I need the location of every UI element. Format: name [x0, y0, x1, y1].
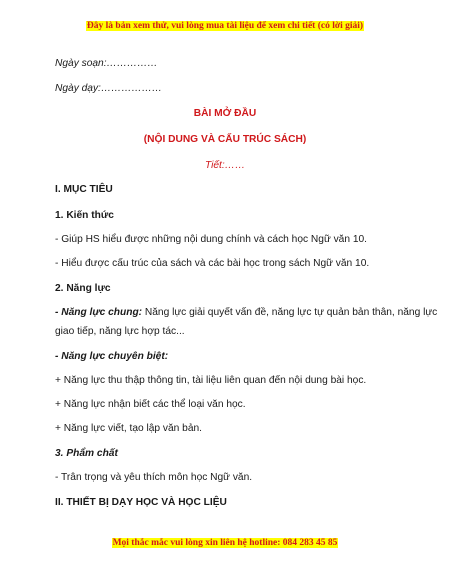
hotline-footer-text: Mọi thắc mắc vui lòng xin liên hệ hotline: 084 283 45 85: [112, 538, 338, 548]
lesson-title: BÀI MỞ ĐẦU: [193, 108, 257, 119]
subheading-qualities: 3. Phẩm chất: [55, 448, 118, 459]
subheading-knowledge: 1. Kiến thức: [55, 210, 114, 221]
specific-competence-item-1: + Năng lực thu thập thông tin, tài liệu liên quan đến nội dung bài học.: [55, 375, 367, 386]
general-competence-label: - Năng lực chung:: [55, 307, 143, 318]
hotline-footer-banner: [0, 538, 450, 548]
specific-competence-item-2: + Năng lực nhận biết các thể loại văn học.: [55, 399, 246, 410]
preview-notice-text: Đây là bản xem thử, vui lòng mua tài liệu để xem chi tiết (có lời giải): [86, 21, 364, 31]
lesson-period: Tiết:……: [204, 160, 246, 171]
subheading-competence: 2. Năng lực: [55, 283, 111, 294]
general-competence-continuation: giao tiếp, năng lực hợp tác...: [55, 326, 185, 337]
specific-competence-label: - Năng lực chuyên biệt:: [55, 351, 169, 362]
teaching-date-line: Ngày dạy:………………: [55, 83, 162, 94]
general-competence-line: [55, 307, 437, 318]
section-heading-equipment: II. THIẾT BỊ DẠY HỌC VÀ HỌC LIỆU: [55, 497, 227, 508]
section-heading-objectives: I. MỤC TIÊU: [55, 184, 113, 195]
knowledge-item-1: - Giúp HS hiểu được những nội dung chính và cách học Ngữ văn 10.: [55, 234, 368, 245]
prep-date-line: Ngày soạn:……………: [55, 58, 158, 69]
knowledge-item-2: - Hiểu được cấu trúc của sách và các bài học trong sách Ngữ văn 10.: [55, 258, 370, 269]
specific-competence-item-3: + Năng lực viết, tạo lập văn bản.: [55, 423, 202, 434]
qualities-item-1: - Trân trọng và yêu thích môn học Ngữ văn.: [55, 472, 253, 483]
preview-notice-banner: [0, 21, 450, 31]
lesson-subtitle: (NỘI DUNG VÀ CẤU TRÚC SÁCH): [143, 134, 307, 145]
general-competence-text: Năng lực giải quyết vấn đề, năng lực tự quản bản thân, năng lực: [142, 307, 438, 318]
